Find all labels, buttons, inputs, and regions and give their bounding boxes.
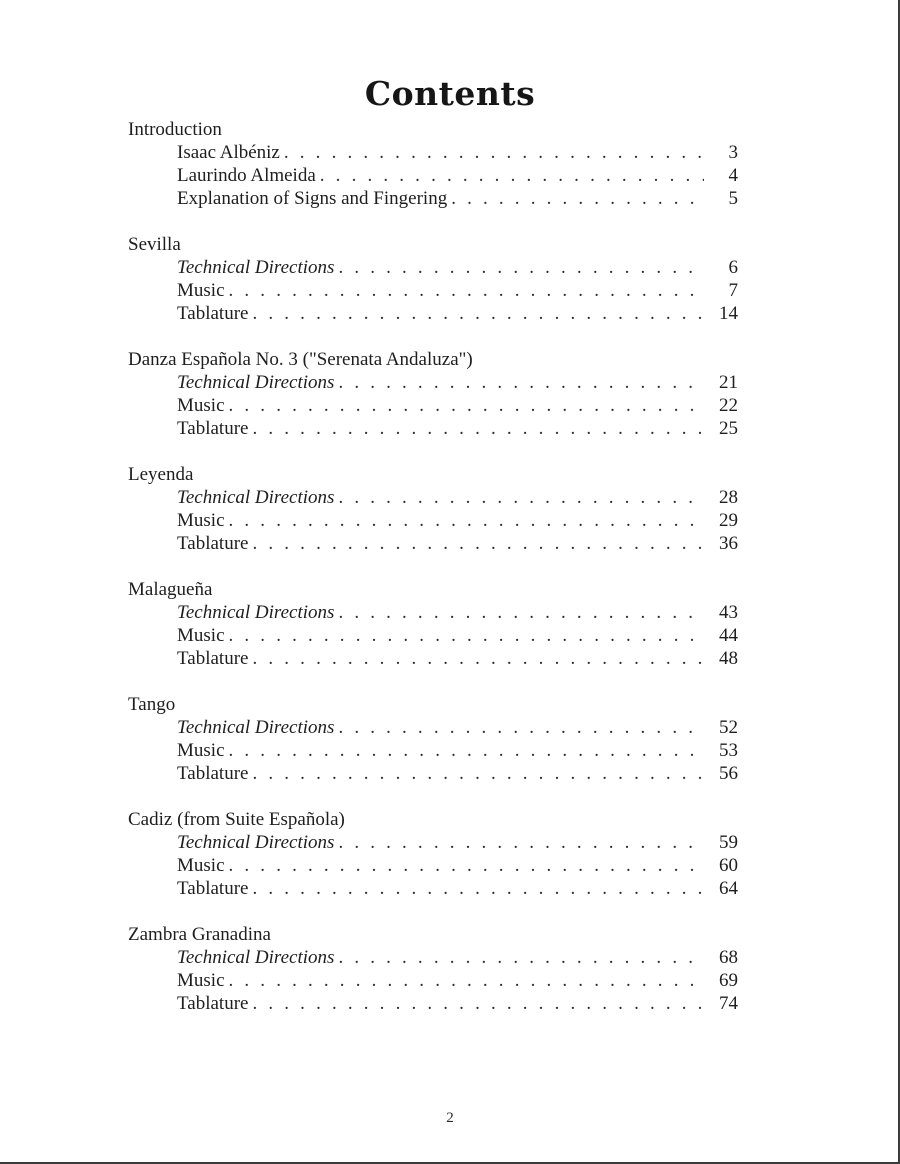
entry-label: Technical Directions	[177, 947, 335, 968]
section-title: Tango	[128, 694, 176, 715]
dot-leader	[338, 371, 704, 394]
table-of-contents	[128, 118, 738, 1038]
toc-entry[interactable]	[128, 946, 738, 969]
toc-entry[interactable]	[128, 647, 738, 670]
dot-leader	[338, 486, 704, 509]
section-title: Cadiz (from Suite Española)	[128, 809, 345, 830]
dot-leader	[451, 187, 704, 210]
entry-label: Explanation of Signs and Fingering	[177, 188, 448, 209]
entry-label: Technical Directions	[177, 372, 335, 393]
toc-section-introduction	[128, 118, 738, 210]
entry-page-number: 25	[719, 418, 738, 439]
toc-section-malaguena	[128, 578, 738, 670]
dot-leader	[338, 716, 704, 739]
dot-leader	[284, 141, 704, 164]
entry-page-number: 4	[728, 165, 738, 186]
entry-page-number: 7	[728, 280, 738, 301]
entry-page-number: 68	[719, 947, 738, 968]
entry-page-number: 5	[728, 188, 738, 209]
entry-page-number: 53	[719, 740, 738, 761]
entry-label: Music	[177, 855, 225, 876]
dot-leader	[338, 831, 704, 854]
entry-page-number: 43	[719, 602, 738, 623]
entry-label: Technical Directions	[177, 602, 335, 623]
entry-page-number: 6	[728, 257, 738, 278]
entry-page-number: 22	[719, 395, 738, 416]
section-title: Zambra Granadina	[128, 924, 271, 945]
entry-label: Tablature	[177, 763, 249, 784]
dot-leader	[229, 854, 705, 877]
entry-page-number: 29	[719, 510, 738, 531]
toc-entry[interactable]	[128, 716, 738, 739]
dot-leader	[252, 992, 704, 1015]
section-title: Sevilla	[128, 234, 181, 255]
toc-entry[interactable]	[128, 164, 738, 187]
entry-page-number: 52	[719, 717, 738, 738]
dot-leader	[252, 647, 704, 670]
entry-page-number: 36	[719, 533, 738, 554]
toc-entry[interactable]	[128, 624, 738, 647]
entry-page-number: 64	[719, 878, 738, 899]
toc-entry[interactable]	[128, 302, 738, 325]
entry-label: Tablature	[177, 993, 249, 1014]
toc-entry[interactable]	[128, 509, 738, 532]
dot-leader	[252, 417, 704, 440]
dot-leader	[338, 946, 704, 969]
toc-entry[interactable]	[128, 256, 738, 279]
toc-entry[interactable]	[128, 371, 738, 394]
toc-section-cadiz	[128, 808, 738, 900]
dot-leader	[338, 601, 704, 624]
toc-entry[interactable]	[128, 992, 738, 1015]
entry-page-number: 74	[719, 993, 738, 1014]
entry-page-number: 48	[719, 648, 738, 669]
section-title: Danza Española No. 3 ("Serenata Andaluza")	[128, 349, 473, 370]
section-title: Introduction	[128, 119, 222, 140]
entry-page-number: 60	[719, 855, 738, 876]
entry-page-number: 3	[728, 142, 738, 163]
entry-label: Music	[177, 510, 225, 531]
entry-page-number: 28	[719, 487, 738, 508]
entry-label: Laurindo Almeida	[177, 165, 316, 186]
toc-section-leyenda	[128, 463, 738, 555]
toc-entry[interactable]	[128, 486, 738, 509]
entry-label: Technical Directions	[177, 832, 335, 853]
toc-section-tango	[128, 693, 738, 785]
toc-entry[interactable]	[128, 417, 738, 440]
toc-entry[interactable]	[128, 969, 738, 992]
dot-leader	[229, 624, 705, 647]
entry-page-number: 59	[719, 832, 738, 853]
dot-leader	[320, 164, 704, 187]
dot-leader	[252, 532, 704, 555]
toc-section-danza-espanola	[128, 348, 738, 440]
dot-leader	[229, 509, 705, 532]
toc-section-sevilla	[128, 233, 738, 325]
entry-label: Music	[177, 395, 225, 416]
entry-page-number: 69	[719, 970, 738, 991]
toc-entry[interactable]	[128, 854, 738, 877]
entry-page-number: 44	[719, 625, 738, 646]
dot-leader	[252, 302, 704, 325]
entry-label: Isaac Albéniz	[177, 142, 280, 163]
entry-label: Technical Directions	[177, 487, 335, 508]
toc-entry[interactable]	[128, 394, 738, 417]
toc-entry[interactable]	[128, 739, 738, 762]
section-title: Leyenda	[128, 464, 194, 485]
toc-entry[interactable]	[128, 279, 738, 302]
footer-page-number: 2	[446, 1110, 454, 1126]
entry-label: Music	[177, 970, 225, 991]
entry-label: Technical Directions	[177, 717, 335, 738]
toc-entry[interactable]	[128, 762, 738, 785]
dot-leader	[229, 739, 705, 762]
toc-entry[interactable]	[128, 141, 738, 164]
toc-entry[interactable]	[128, 532, 738, 555]
dot-leader	[229, 969, 705, 992]
dot-leader	[229, 394, 705, 417]
entry-label: Technical Directions	[177, 257, 335, 278]
entry-page-number: 56	[719, 763, 738, 784]
entry-page-number: 21	[719, 372, 738, 393]
toc-entry[interactable]	[128, 831, 738, 854]
entry-page-number: 14	[719, 303, 738, 324]
entry-label: Music	[177, 625, 225, 646]
entry-label: Tablature	[177, 303, 249, 324]
toc-entry[interactable]	[128, 601, 738, 624]
entry-label: Tablature	[177, 878, 249, 899]
dot-leader	[252, 762, 704, 785]
page-title: Contents	[364, 74, 536, 114]
entry-label: Tablature	[177, 418, 249, 439]
toc-section-zambra-granadina	[128, 923, 738, 1015]
dot-leader	[338, 256, 704, 279]
entry-label: Tablature	[177, 648, 249, 669]
section-title: Malagueña	[128, 579, 213, 600]
dot-leader	[229, 279, 705, 302]
entry-label: Tablature	[177, 533, 249, 554]
dot-leader	[252, 877, 704, 900]
entry-label: Music	[177, 740, 225, 761]
toc-entry[interactable]	[128, 877, 738, 900]
entry-label: Music	[177, 280, 225, 301]
toc-entry[interactable]	[128, 187, 738, 210]
